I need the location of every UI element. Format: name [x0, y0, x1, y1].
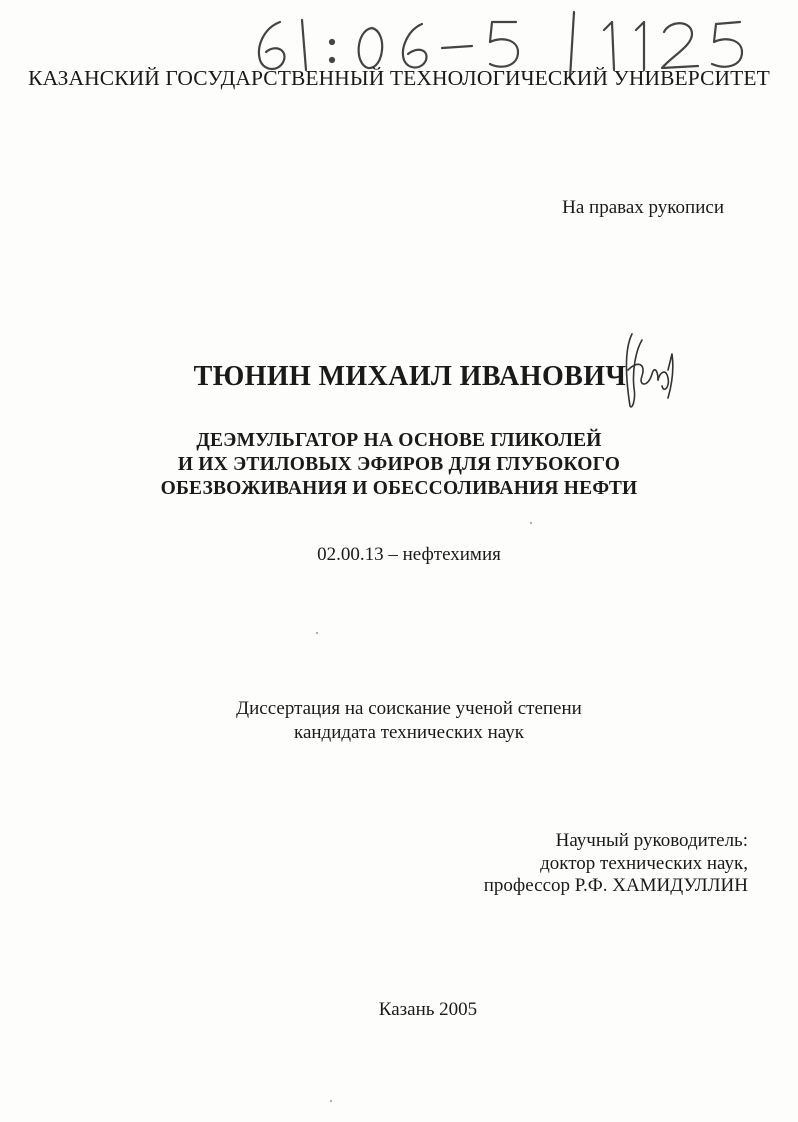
author-name: ТЮНИН МИХАИЛ ИВАНОВИЧ [193, 361, 627, 392]
scan-speck [316, 632, 318, 634]
title-line: ОБЕЗВОЖИВАНИЯ И ОБЕССОЛИВАНИЯ НЕФТИ [160, 478, 638, 499]
dissertation-title [0, 429, 798, 501]
scan-speck [530, 522, 532, 524]
specialty-code: 02.00.13 – нефтехимия [317, 544, 501, 565]
supervisor-line: доктор технических наук, [540, 852, 748, 874]
title-line: И ИХ ЭТИЛОВЫХ ЭФИРОВ ДЛЯ ГЛУБОКОГО [177, 454, 621, 475]
scan-speck [330, 1100, 332, 1102]
supervisor-line: профессор Р.Ф. ХАМИДУЛЛИН [483, 875, 748, 896]
supervisor-line: Научный руководитель: [555, 830, 748, 851]
degree-line: кандидата технических наук [294, 722, 524, 743]
author-signature [618, 330, 680, 412]
supervisor-block [484, 830, 748, 898]
title-line: ДЕЭМУЛЬГАТОР НА ОСНОВЕ ГЛИКОЛЕЙ [196, 430, 602, 451]
university-name: КАЗАНСКИЙ ГОСУДАРСТВЕННЫЙ ТЕХНОЛОГИЧЕСКИЙ УНИВЕРСИТЕТ [28, 66, 770, 90]
city-year: Казань 2005 [378, 999, 478, 1020]
degree-statement [0, 697, 798, 745]
degree-line: Диссертация на соискание ученой степени [236, 698, 582, 719]
manuscript-rights-note: На правах рукописи [562, 197, 724, 218]
